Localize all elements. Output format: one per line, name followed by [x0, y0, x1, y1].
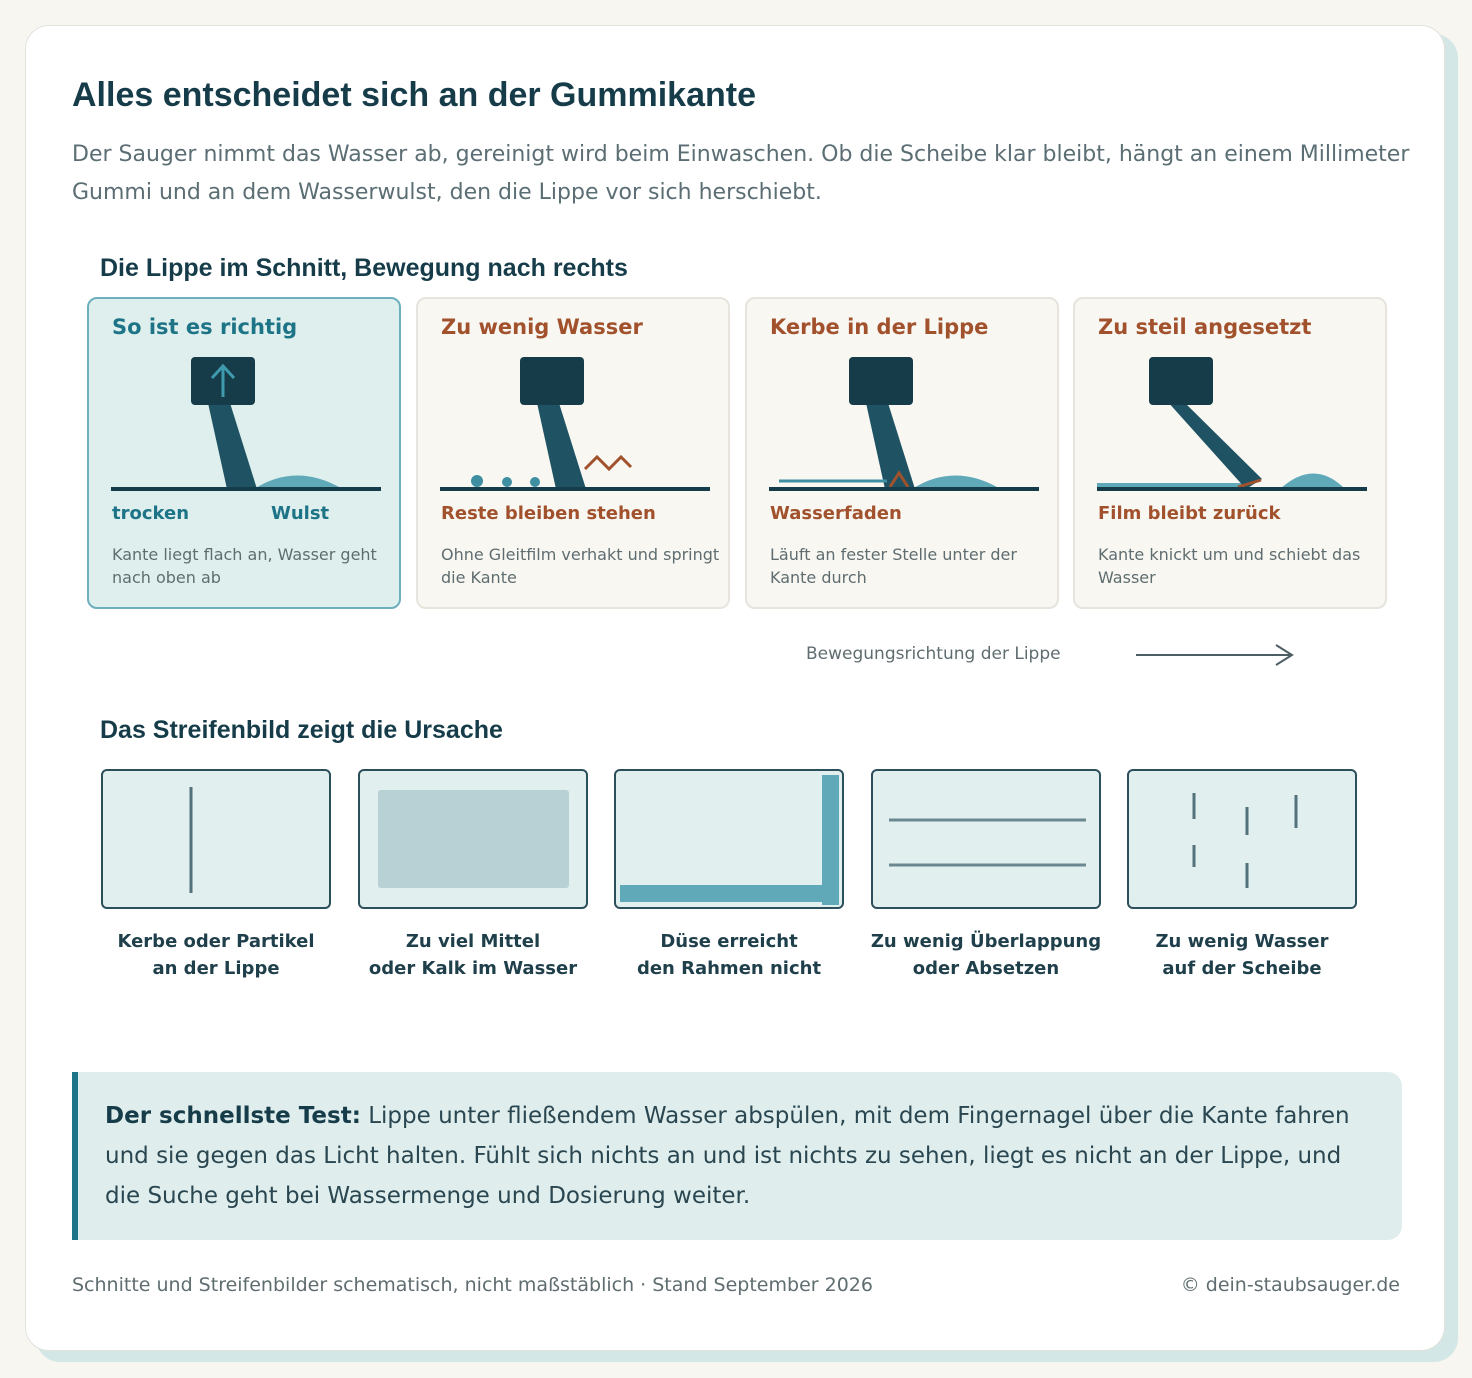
stripe-caption-dry: Zu wenig Wasser auf der Scheibe	[1155, 931, 1329, 979]
intro-text: Der Sauger nimmt das Wasser ab, gereinigt wird beim Einwaschen. Ob die Scheibe klar bleibt, hängt an einem Millimeter Gummi und an dem Wasserwulst, den die Lippe vor sich herschiebt.	[72, 142, 1410, 205]
panel-description: Ohne Gleitfilm verhakt und springt die Kante	[441, 545, 720, 587]
panel-too-little-water	[416, 297, 730, 609]
panel-title: So ist es richtig	[112, 315, 298, 339]
stripe-pattern-haze	[358, 769, 588, 909]
panel-description: Kante liegt flach an, Wasser geht nach oben ab	[112, 545, 377, 587]
stripe-caption-haze: Zu viel Mittel oder Kalk im Wasser	[368, 931, 578, 979]
stripe-pattern-dry	[1127, 769, 1357, 909]
panel-title: Zu wenig Wasser	[441, 315, 643, 339]
water-bead	[254, 475, 339, 489]
panel-too-steep	[1073, 297, 1387, 609]
cross-section-too-little-water	[418, 299, 732, 499]
residue-drop	[530, 477, 540, 487]
panel-correct	[87, 297, 401, 609]
residue-drop	[471, 475, 483, 487]
section-title-stripes: Das Streifenbild zeigt die Ursache	[100, 716, 503, 744]
edge-strip-bottom	[620, 885, 839, 902]
rubber-lip	[208, 403, 257, 489]
page-title: Alles entscheidet sich an der Gummikante	[72, 76, 757, 114]
stripe-pattern-frame	[614, 769, 844, 909]
panel-description: Kante knickt um und schiebt das Wasser	[1098, 545, 1361, 587]
rubber-lip	[866, 403, 915, 489]
stripe-caption-frame: Düse erreicht den Rahmen nicht	[636, 931, 822, 979]
cross-section-too-steep	[1075, 299, 1389, 499]
residue-drop	[502, 477, 512, 487]
panel-label: Wasserfaden	[770, 503, 902, 524]
quick-test-callout	[72, 1072, 1402, 1240]
haze-area	[378, 790, 569, 888]
panel-label: Reste bleiben stehen	[441, 503, 656, 524]
label-dry: trocken	[112, 503, 190, 524]
panel-description: Läuft an fester Stelle unter der Kante durch	[770, 545, 1017, 587]
stripe-pattern-notch	[101, 769, 331, 909]
cross-section-correct	[89, 299, 403, 499]
stripe-caption-notch: Kerbe oder Partikel an der Lippe	[117, 931, 315, 979]
rubber-lip	[537, 403, 586, 489]
quick-test-text: Lippe unter fließendem Wasser abspülen, mit dem Fingernagel über die Kante fahren und sie gegen das Licht halten. Fühlt sich nichts an und ist nichts zu sehen, liegt es nicht an der Lippe, und die Suche geht bei Wassermenge und Dosierung weiter.	[105, 1103, 1350, 1209]
cross-section-notch	[747, 299, 1061, 499]
rubber-lip	[1167, 401, 1262, 489]
panel-title: Zu steil angesetzt	[1098, 315, 1312, 339]
quick-test-lead: Der schnellste Test:	[105, 1103, 361, 1129]
panel-label: Film bleibt zurück	[1098, 503, 1281, 524]
water-bead	[912, 475, 997, 489]
panel-notch	[745, 297, 1059, 609]
stripe-caption-overlap: Zu wenig Überlappung oder Absetzen	[870, 931, 1102, 979]
label-bead: Wulst	[271, 503, 330, 524]
skip-zigzag-icon	[585, 457, 631, 469]
squeegee-head	[520, 357, 584, 405]
squeegee-head	[849, 357, 913, 405]
water-bead	[1280, 473, 1343, 489]
arrow-right-icon	[1134, 642, 1298, 668]
panel-title: Kerbe in der Lippe	[770, 315, 989, 339]
stripe-pattern-overlap	[871, 769, 1101, 909]
direction-label: Bewegungsrichtung der Lippe	[806, 644, 1061, 664]
footer-note: Schnitte und Streifenbilder schematisch, nicht maßstäblich · Stand September 2026	[72, 1274, 873, 1296]
section-title-cross-section: Die Lippe im Schnitt, Bewegung nach rechts	[100, 254, 628, 282]
footer-credit: © dein-staubsauger.de	[1180, 1274, 1400, 1296]
squeegee-head	[1149, 357, 1213, 405]
